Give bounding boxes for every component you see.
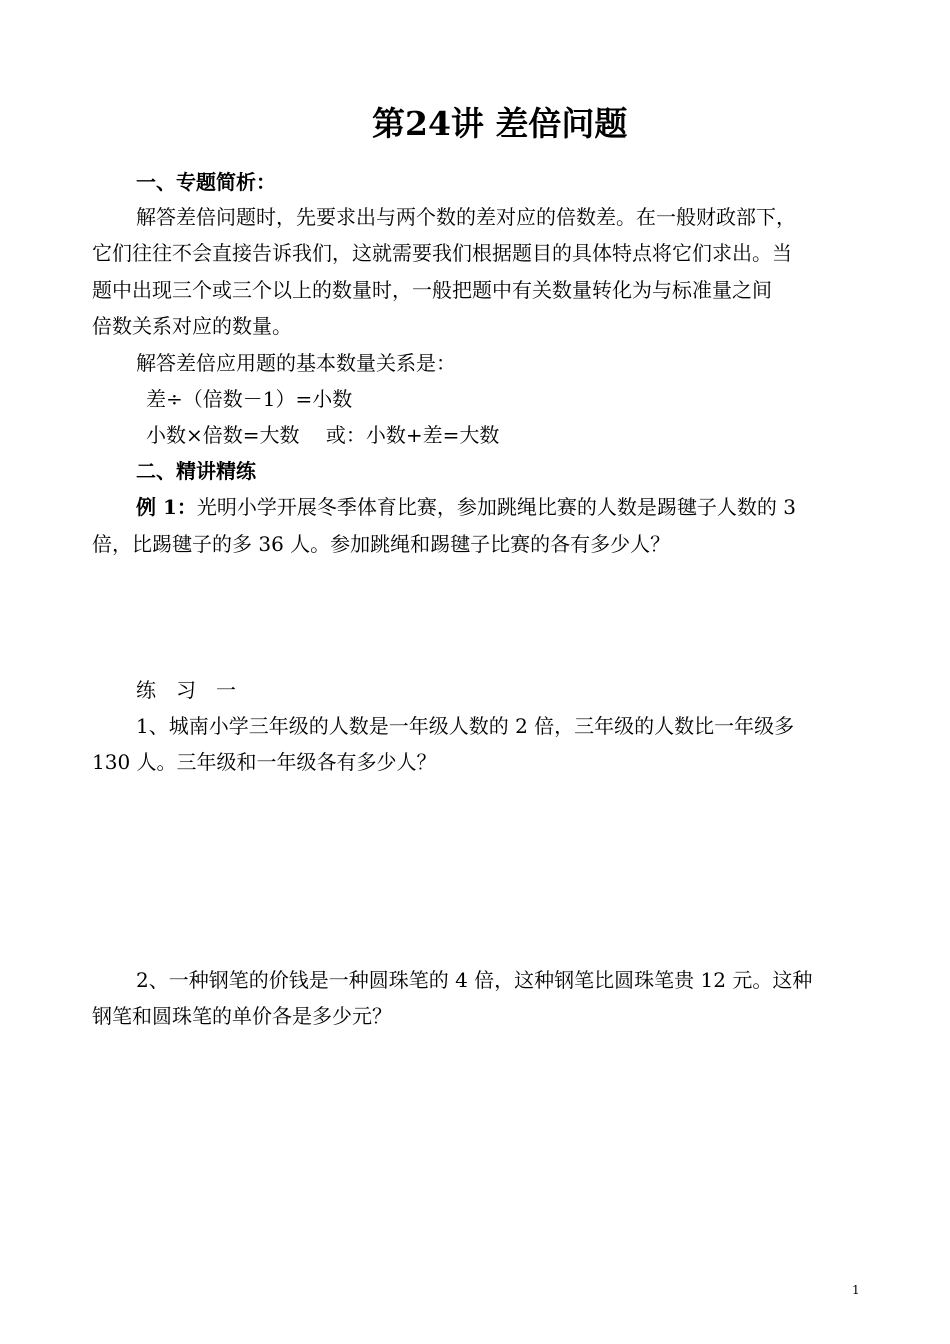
formula-2: 小数×倍数=大数 或：小数+差=大数 — [146, 423, 500, 447]
analysis-line-1: 解答差倍问题时，先要求出与两个数的差对应的倍数差。在一般财政部下， — [136, 205, 796, 229]
example-1-line-1 — [136, 494, 796, 520]
example-1-line-2: 倍，比踢毽子的多 36 人。参加跳绳和踢毽子比赛的各有多少人？ — [92, 532, 671, 556]
question-1-line-2: 130 人。三年级和一年级各有多少人？ — [92, 750, 437, 774]
analysis-line-2: 它们往往不会直接告诉我们，这就需要我们根据题目的具体特点将它们求出。当 — [92, 241, 792, 265]
relation-intro: 解答差倍应用题的基本数量关系是： — [136, 351, 456, 375]
section-heading-practice: 二、精讲精练 — [136, 459, 256, 483]
example-label: 例 1： — [136, 495, 197, 519]
example-text-1: 光明小学开展冬季体育比赛，参加跳绳比赛的人数是踢毽子人数的 3 — [196, 495, 796, 519]
page-title: 第24讲 差倍问题 — [372, 104, 628, 143]
analysis-line-4: 倍数关系对应的数量。 — [92, 314, 292, 338]
question-2-line-1: 2、一种钢笔的价钱是一种圆珠笔的 4 倍，这种钢笔比圆珠笔贵 12 元。这种 — [136, 968, 813, 992]
question-1-line-1: 1、城南小学三年级的人数是一年级人数的 2 倍，三年级的人数比一年级多 — [136, 714, 795, 738]
formula-1: 差÷（倍数－1）=小数 — [146, 387, 353, 411]
question-2-line-2: 钢笔和圆珠笔的单价各是多少元？ — [92, 1004, 392, 1028]
exercise-heading: 练 习 一 — [136, 678, 236, 702]
analysis-line-3: 题中出现三个或三个以上的数量时，一般把题中有关数量转化为与标准量之间 — [92, 278, 772, 302]
page-number: 1 — [852, 1283, 860, 1297]
section-heading-analysis: 一、专题简析： — [136, 170, 276, 194]
